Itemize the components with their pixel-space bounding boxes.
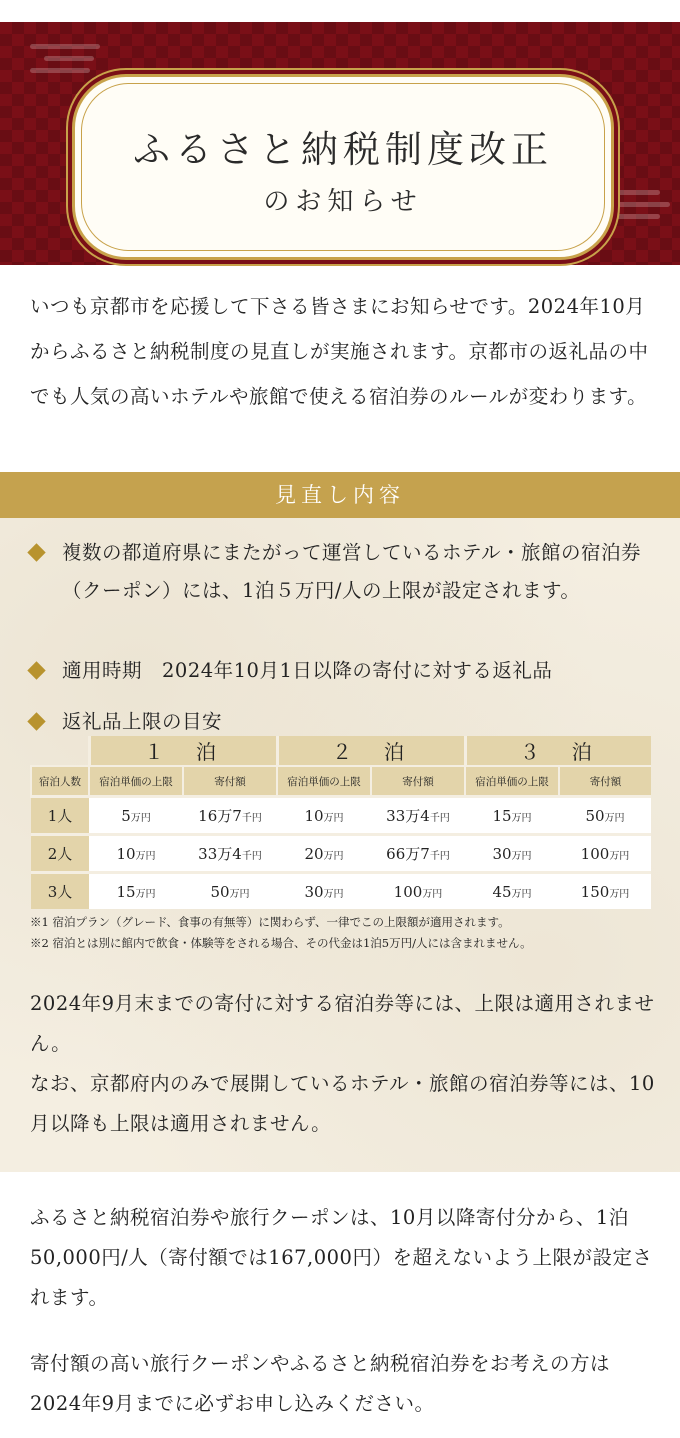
diamond-icon — [27, 543, 45, 561]
title-frame — [72, 74, 614, 260]
review-section: 見直し内容 複数の都道府県にまたがって運営しているホテル・旅館の宿泊券（クーポン）には、1泊５万円/人の上限が設定されます。 適用時期 2024年10月1日以降の寄付に対する返礼品 返礼品上限の目安 １ 泊 ２ 泊 ３ 泊 宿泊人数 宿泊単価の上限 寄付額 宿泊単価の上限 寄付額 宿泊単価の上限 寄付額 1人 5万円 16万7千円 10万円 33万4千円 15万円 50万円 2人 10万円 33万4千円 20万円 66万7千円 30万円 100万円 3人 15万円 50万円 30万円 100万円 45万円 150万円 ※1 宿泊プラン（グレード、食事の有無等）に関わらず、一律でこの上限額が適用されます。 ※2 宿泊とは別に館内で飲食・体験等をされる場合、その代金は1泊5万円/人には含まれません。 2024年9月末までの寄付に対する宿泊券等には、上限は適用されません。 なお、京都府内のみで展開しているホテル・旅館の宿泊券等には、10月以降も上限は適用されません。 — [0, 472, 680, 1172]
after-note: 2024年9月末までの寄付に対する宿泊券等には、上限は適用されません。 なお、京都府内のみで展開しているホテル・旅館の宿泊券等には、10月以降も上限は適用されません。 — [30, 992, 655, 1135]
note-item: ※1 宿泊プラン（グレード、食事の有無等）に関わらず、一律でこの上限額が適用されます。 — [30, 915, 510, 929]
note-item: ※2 宿泊とは別に館内で飲食・体験等をされる場合、その代金は1泊5万円/人には含まれません。 — [30, 936, 532, 950]
info-paragraph: ふるさと納税宿泊券や旅行クーポンは、10月以降寄付分から、1泊50,000円/人（寄付額では167,000円）を超えないよう上限が設定されます。 — [30, 1206, 653, 1309]
diamond-icon — [27, 661, 45, 679]
info-paragraph: 寄付額の高い旅行クーポンやふるさと納税宿泊券をお考えの方は2024年9月までに必ずお申し込みください。 — [30, 1352, 611, 1415]
table-notes — [30, 912, 660, 954]
table-header-columns: 宿泊人数 宿泊単価の上限 寄付額 宿泊単価の上限 寄付額 宿泊単価の上限 寄付額 — [31, 766, 651, 797]
page-title: ふるさと納税制度改正 — [133, 128, 553, 171]
table-header-nights: １ 泊 ２ 泊 ３ 泊 — [31, 736, 651, 766]
limit-table — [30, 736, 651, 909]
section-heading: 見直し内容 — [0, 472, 680, 518]
cloud-decoration — [30, 44, 100, 80]
diamond-icon — [27, 712, 45, 730]
header-banner — [0, 22, 680, 265]
page-subtitle: のお知らせ — [263, 187, 423, 217]
table-row: 1人 5万円 16万7千円 10万円 33万4千円 15万円 50万円 — [31, 797, 651, 835]
table-row: 2人 10万円 33万4千円 20万円 66万7千円 30万円 100万円 — [31, 835, 651, 873]
table-row: 3人 15万円 50万円 30万円 100万円 45万円 150万円 — [31, 873, 651, 910]
intro-text: いつも京都市を応援して下さる皆さまにお知らせです。2024年10月からふるさと納税制度の見直しが実施されます。京都市の返礼品の中でも人気の高いホテルや旅館で使える宿泊券のルールが変わります。 — [30, 295, 649, 408]
